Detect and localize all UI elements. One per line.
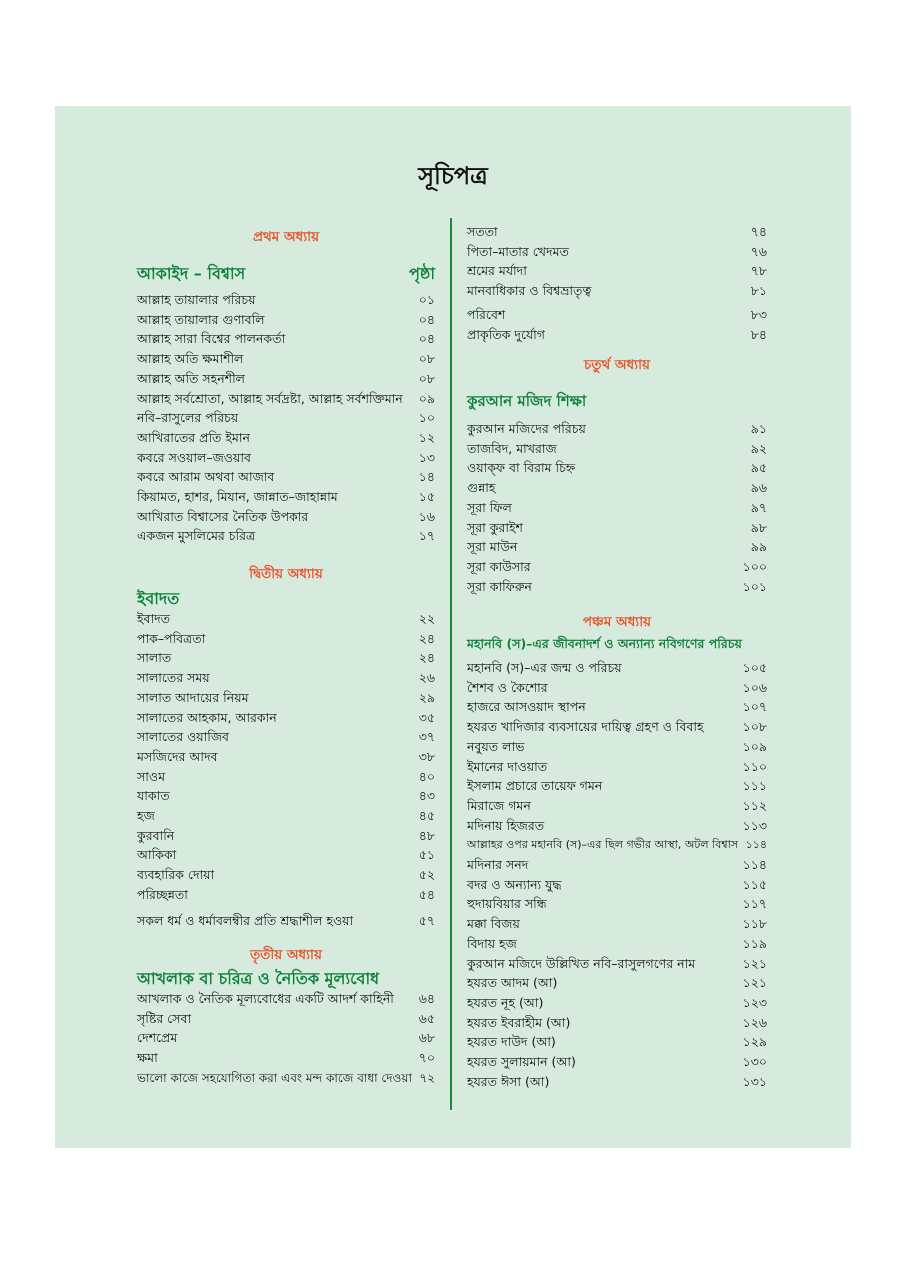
toc-entry-page: ৪৫ (418, 808, 435, 823)
toc-entry (467, 954, 767, 974)
toc-entry-page: ১৫ (418, 489, 435, 504)
toc-entry (137, 290, 435, 310)
toc-entry (137, 1048, 435, 1068)
toc-entry-page: ২৪ (418, 650, 435, 666)
toc-entry-title: সালাতের আহকাম, আরকান (137, 709, 277, 725)
toc-entry (137, 467, 435, 487)
toc-entry (467, 577, 767, 597)
toc-entry (467, 737, 767, 757)
toc-entry-page: ৭৮ (750, 263, 767, 279)
toc-entry-title: হযরত ঈসা (আ) (467, 1073, 550, 1089)
toc-entry (467, 875, 767, 895)
toc-entry (467, 776, 767, 796)
toc-entry (137, 329, 435, 349)
toc-entry-title: মদিনায় হিজরত (467, 817, 545, 833)
toc-entry-title: তাজবিদ, মাখরাজ (467, 440, 557, 456)
toc-entry-page: ৪০ (418, 768, 435, 784)
toc-entry-title: মানবাধিকার ও বিশ্বভ্রাতৃত্ব (467, 283, 592, 299)
toc-entry (137, 1028, 435, 1048)
toc-entry (467, 419, 767, 439)
toc-entry-page: ১৩১ (742, 1073, 767, 1089)
toc-entry (137, 826, 435, 846)
toc-entry (137, 1009, 435, 1029)
toc-entry-title: হাজরে আসওয়াদ স্থাপন (467, 699, 586, 715)
toc-entry-page: ০৪ (418, 311, 435, 327)
toc-entry-title: মসজিদের আদব (137, 748, 218, 764)
toc-entry-page: ১৭ (418, 528, 435, 544)
toc-entry (467, 222, 767, 242)
toc-entry (137, 747, 435, 767)
toc-entry-title: সৃষ্টির সেবা (137, 1010, 192, 1026)
toc-entry-title: শ্রমের মর্যাদা (467, 263, 527, 279)
toc-entry (137, 389, 435, 409)
toc-entry-page: ১১৪ (745, 838, 767, 852)
toc-entry-title: ইমানের দাওয়াত (467, 758, 548, 774)
toc-entry-page: ৯৫ (750, 460, 767, 476)
toc-entry-title: গুন্নাহ (467, 480, 496, 496)
toc-entry (137, 629, 435, 649)
toc-entry-page: ৮১ (750, 283, 767, 299)
toc-entry (467, 498, 767, 518)
toc-entry (467, 242, 767, 262)
toc-entry (137, 767, 435, 787)
toc-entry (467, 678, 767, 698)
toc-entry-page: ০৮ (418, 351, 435, 367)
toc-entry (137, 865, 435, 885)
toc-entry-page: ০৮ (418, 370, 435, 386)
toc-entry-title: কুরআন মজিদে উল্লিখিত নবি–রাসুলগণের নাম (467, 955, 696, 971)
toc-entry-page: ০৯ (418, 390, 435, 406)
toc-entry-title: সকল ধর্ম ও ধর্মাবলম্বীর প্রতি শ্রদ্ধাশীল হওয়া (137, 912, 354, 928)
toc-entry-title: সূরা কাউসার (467, 558, 531, 574)
toc-entry-page: ৫১ (418, 847, 435, 863)
toc-entry-title: বিদায় হজ (467, 935, 517, 951)
toc-entry-title: আল্লাহ সর্বশ্রোতা, আল্লাহ সর্বদ্রষ্টা, আল্লাহ সর্বশক্তিমান (137, 390, 403, 406)
toc-entry-title: আল্লাহ অতি সহনশীল (137, 370, 245, 386)
toc-entry-page: ৭০ (418, 1050, 435, 1066)
toc-entry-title: যাকাত (137, 788, 170, 804)
toc-entry-page: ১২৬ (742, 1014, 767, 1030)
toc-entry (467, 796, 767, 816)
toc-entry-title: শৈশব ও কৈশোর (467, 679, 548, 695)
toc-entry-title: আল্লাহ তায়ালার গুণাবলি (137, 311, 265, 327)
contents-panel (55, 106, 851, 1148)
toc-entry-title: কুরআন মজিদের পরিচয় (467, 421, 586, 436)
toc-entry-title: হযরত দাউদ (আ) (467, 1034, 556, 1050)
toc-entry (467, 557, 767, 577)
toc-entry (467, 835, 767, 855)
toc-entry-page: ২৪ (418, 630, 435, 646)
toc-entry-page: ১০৮ (742, 719, 767, 735)
toc-entry-title: আখিরাত বিশ্বাসের নৈতিক উপকার (137, 508, 309, 524)
toc-entry-page: ১২ (418, 429, 435, 445)
toc-entry (137, 448, 435, 468)
toc-entry-title: আল্লাহ সারা বিশ্বের পালনকর্তা (137, 331, 286, 347)
toc-entry (137, 727, 435, 747)
toc-entry (467, 855, 767, 875)
toc-entry-page: ৭৬ (750, 243, 767, 259)
toc-entry (137, 688, 435, 708)
toc-entry (137, 885, 435, 905)
section-heading (137, 261, 435, 288)
toc-entry (137, 609, 435, 629)
toc-entry-title: হজ (137, 808, 155, 823)
toc-entry (467, 478, 767, 498)
toc-entry (467, 894, 767, 914)
toc-entry (137, 845, 435, 865)
toc-entry-page: ১৩০ (742, 1054, 767, 1069)
toc-entry-page: ১১১ (742, 778, 767, 794)
toc-entry-page: ৯৭ (750, 499, 767, 515)
toc-entry-page: ৪৮ (418, 827, 435, 843)
toc-entry-title: সূরা কুরাইশ (467, 519, 523, 535)
toc-entry-page: ৭৪ (750, 224, 767, 239)
toc-entry-page: ৩৮ (418, 748, 435, 764)
toc-entry-title: ওয়াক্‌ফ বা বিরাম চিহ্ন (467, 460, 576, 476)
column-divider (450, 218, 452, 1110)
toc-entry (137, 369, 435, 389)
chapter-heading: দ্বিতীয় অধ্যায় (249, 566, 323, 582)
toc-entry (467, 281, 767, 301)
toc-entry (467, 697, 767, 717)
toc-entry-title: সালাতের সময় (137, 670, 210, 686)
chapter-heading: পঞ্চম অধ্যায় (582, 614, 652, 630)
toc-entry-page: ৯৮ (750, 519, 767, 535)
toc-entry-title: পরিবেশ (467, 306, 506, 322)
toc-entry-title: ইবাদত (137, 611, 171, 626)
toc-entry-page: ১২১ (742, 975, 767, 991)
toc-entry-title: ক্ষমা (137, 1050, 158, 1066)
toc-entry-page: ৬৪ (418, 991, 435, 1006)
toc-entry-page: ১১০ (742, 758, 767, 774)
toc-entry (467, 914, 767, 934)
toc-entry-title: পিতা–মাতার খেদমত (467, 243, 569, 259)
toc-entry-page: ১০৭ (742, 699, 767, 715)
toc-entry (467, 658, 767, 678)
toc-entry-page: ০৪ (418, 331, 435, 347)
toc-entry (137, 911, 435, 931)
toc-entry-title: আল্লাহ তায়ালার পরিচয় (137, 292, 256, 307)
toc-entry-title: বদর ও অন্যান্য যুদ্ধ (467, 876, 562, 892)
toc-entry (137, 989, 435, 1009)
toc-entry-title: সততা (467, 224, 498, 239)
toc-entry-page: ১১২ (742, 797, 767, 813)
toc-entry-page: ৯৯ (750, 539, 767, 555)
toc-entry (137, 507, 435, 527)
toc-entry (137, 1068, 435, 1088)
toc-entry (467, 757, 767, 777)
toc-entry-title: মহানবি (স)–এর জন্ম ও পরিচয় (467, 660, 622, 675)
toc-entry-page: ১২১ (742, 955, 767, 971)
toc-entry-page: ৫২ (418, 867, 435, 883)
toc-entry-title: আল্লাহর ওপর মহানবি (স)–এর ছিল গভীর আস্থা, অটল বিশ্বাস (467, 838, 739, 852)
toc-entry-page: ১১৭ (742, 896, 767, 912)
toc-entry (467, 993, 767, 1013)
chapter-heading: প্রথম অধ্যায় (252, 229, 320, 245)
page-title: সূচিপত্র (418, 162, 488, 190)
toc-entry (467, 1032, 767, 1052)
toc-entry-title: আখিরাতের প্রতি ইমান (137, 429, 250, 445)
toc-entry-page: ১০০ (742, 558, 767, 574)
toc-entry-title: মিরাজে গমন (467, 797, 531, 813)
toc-entry-page: ১১৮ (742, 916, 767, 932)
section-title: মহানবি (স)–এর জীবনাদর্শ ও অন্যান্য নবিগণের পরিচয় (467, 636, 742, 651)
toc-entry-title: সূরা ফিল (467, 499, 512, 515)
toc-entry (467, 717, 767, 737)
toc-entry-page: ৩৫ (418, 709, 435, 725)
toc-entry (137, 708, 435, 728)
toc-entry (467, 1013, 767, 1033)
toc-entry-page: ২২ (418, 611, 435, 626)
toc-entry-page: ১৬ (418, 508, 435, 524)
toc-entry (467, 458, 767, 478)
toc-entry (137, 786, 435, 806)
toc-entry-title: হযরত সুলায়মান (আ) (467, 1054, 576, 1069)
toc-entry-title: নবি–রাসুলের পরিচয় (137, 410, 239, 426)
toc-entry-page: ৫৪ (418, 886, 435, 902)
toc-entry-title: হযরত ইবরাহীম (আ) (467, 1014, 571, 1030)
section-title: আকাইদ – বিশ্বাস (137, 264, 246, 283)
toc-entry-page: ১১৫ (742, 876, 767, 892)
toc-entry-title: ব্যবহারিক দোয়া (137, 867, 215, 883)
toc-entry-title: ইসলাম প্রচারে তায়েফ গমন (467, 778, 603, 794)
toc-entry-page: ১১৪ (742, 857, 767, 872)
toc-entry-page: ১০ (418, 410, 435, 426)
toc-entry-page: ৬৮ (418, 1030, 435, 1046)
toc-entry (467, 537, 767, 557)
toc-entry-page: ১৩ (418, 449, 435, 465)
toc-entry-title: কবরে সওয়াল–জওয়াব (137, 449, 251, 465)
section-title: আখলাক বা চরিত্র ও নৈতিক মূল্যবোধ (137, 969, 380, 988)
section-title: ইবাদত (137, 589, 180, 608)
toc-entry-page: ১২৯ (742, 1034, 767, 1050)
toc-entry-title: সূরা মাউন (467, 539, 518, 555)
toc-entry-page: ১৪ (418, 469, 435, 485)
toc-entry-page: ২৬ (418, 670, 435, 686)
section-title: কুরআন মজিদ শিক্ষা (467, 392, 587, 410)
toc-entry (137, 668, 435, 688)
toc-entry (467, 439, 767, 459)
toc-entry (467, 518, 767, 538)
toc-entry-title: সাওম (137, 768, 166, 784)
toc-entry-title: পরিচ্ছন্নতা (137, 886, 188, 902)
toc-entry-page: ১০১ (742, 578, 767, 594)
toc-entry-title: একজন মুসলিমের চরিত্র (137, 528, 256, 544)
section-heading (467, 636, 767, 656)
toc-entry-page: ৬৫ (418, 1010, 435, 1026)
toc-entry-title: ভালো কাজে সহযোগিতা করা এবং মন্দ কাজে বাধা দেওয়া (137, 1070, 412, 1085)
toc-entry-title: মদিনার সনদ (467, 857, 529, 872)
toc-entry-page: ৫৭ (418, 912, 435, 928)
toc-entry (467, 816, 767, 836)
toc-entry-page: ১০৯ (742, 738, 767, 754)
toc-entry-title: মক্কা বিজয় (467, 916, 520, 932)
toc-entry-title: হুদায়বিয়ার সন্ধি (467, 896, 547, 912)
toc-entry-title: হযরত খাদিজার ব্যবসায়ের দায়িত্ব গ্রহণ ও বিবাহ (467, 719, 704, 735)
toc-entry-title: কুরবানি (137, 827, 175, 843)
toc-entry-page: ৩৭ (418, 729, 435, 745)
toc-entry (467, 325, 767, 345)
toc-entry-title: প্রাকৃতিক দুর্যোগ (467, 326, 545, 342)
toc-entry (467, 261, 767, 281)
toc-entry (137, 310, 435, 330)
toc-entry (137, 487, 435, 507)
toc-entry (137, 648, 435, 668)
toc-entry (467, 934, 767, 954)
toc-entry-page: ১১৯ (742, 935, 767, 951)
toc-entry-title: কবরে আরাম অথবা আজাব (137, 469, 275, 485)
toc-entry-title: আল্লাহ অতি ক্ষমাশীল (137, 351, 244, 367)
toc-entry-page: ৮৪ (750, 326, 767, 342)
toc-entry-page: ৮৩ (750, 306, 767, 322)
toc-entry (137, 806, 435, 826)
toc-entry-title: হযরত নূহ (আ) (467, 994, 544, 1010)
toc-entry-title: পাক–পবিত্রতা (137, 630, 206, 646)
toc-entry (467, 1052, 767, 1072)
toc-entry (137, 526, 435, 546)
chapter-heading: চতুর্থ অধ্যায় (584, 357, 650, 373)
section-heading (467, 390, 767, 415)
toc-entry-page: ১২৩ (742, 994, 767, 1010)
toc-entry-page: ৯৬ (750, 480, 767, 496)
toc-entry-page: ৯১ (750, 421, 767, 436)
toc-entry-title: সালাত (137, 650, 172, 666)
toc-entry (467, 305, 767, 325)
toc-entry-page: ১০৫ (742, 660, 767, 675)
toc-entry-page: ২৯ (418, 689, 435, 705)
chapter-heading: তৃতীয় অধ্যায় (250, 947, 322, 963)
toc-entry-title: দেশপ্রেম (137, 1030, 178, 1046)
page-column-header: পৃষ্ঠা (409, 264, 435, 283)
toc-entry-page: ৪৩ (418, 788, 435, 804)
toc-entry (137, 349, 435, 369)
toc-entry-title: নবুয়ত লাভ (467, 738, 525, 754)
toc-entry-title: কিয়ামত, হাশর, মিযান, জান্নাত–জাহান্নাম (137, 489, 338, 504)
toc-entry (137, 408, 435, 428)
toc-entry-page: ১১৩ (742, 817, 767, 833)
toc-entry-title: হযরত আদম (আ) (467, 975, 558, 991)
toc-entry-page: ০১ (418, 292, 435, 307)
toc-entry (137, 428, 435, 448)
toc-entry-title: সূরা কাফিরুন (467, 578, 532, 594)
toc-entry (467, 1072, 767, 1092)
toc-entry-title: সালাতের ওয়াজিব (137, 729, 229, 745)
toc-entry-page: ৯২ (750, 440, 767, 456)
toc-entry-title: সালাত আদায়ের নিয়ম (137, 689, 249, 705)
toc-entry-title: আখলাক ও নৈতিক মূল্যবোধের একটি আদর্শ কাহিনী (137, 991, 394, 1006)
toc-entry-title: আকিকা (137, 847, 177, 863)
toc-entry-page: ৭২ (419, 1070, 435, 1085)
toc-entry-page: ১০৬ (742, 679, 767, 695)
toc-entry (467, 973, 767, 993)
